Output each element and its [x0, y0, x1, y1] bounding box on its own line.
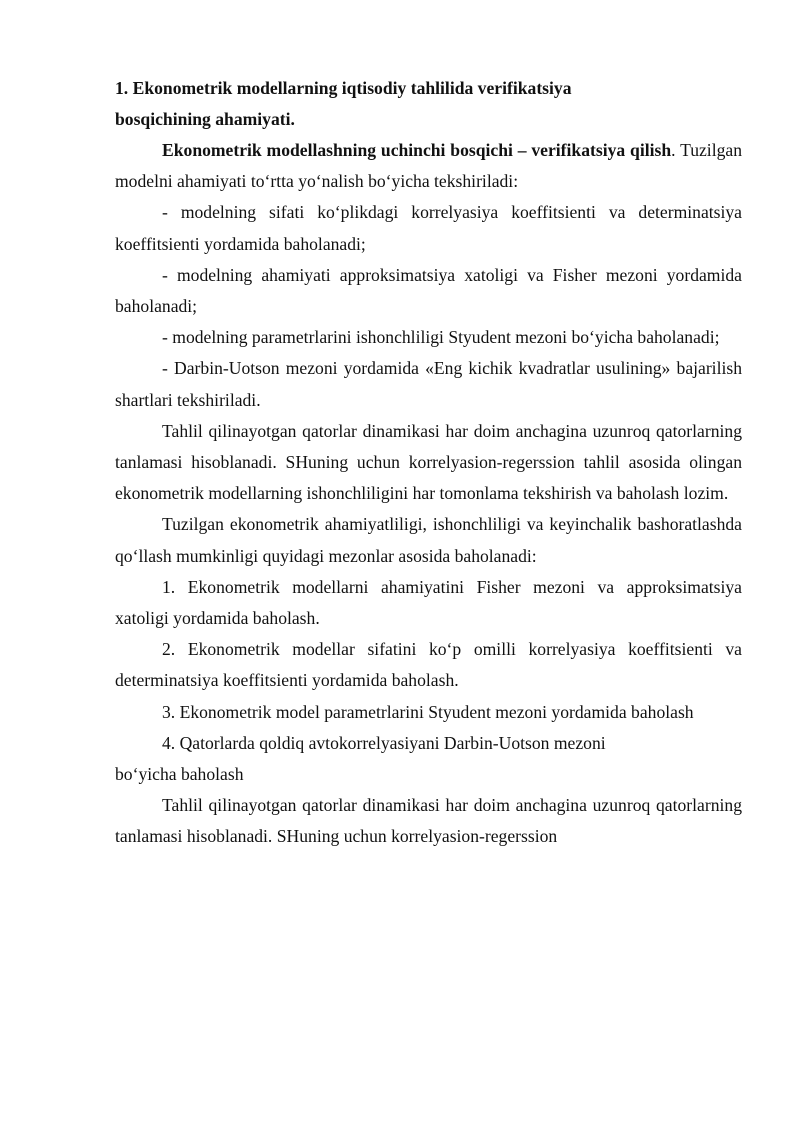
numbered-item: 3. Ekonometrik model parametrlarini Styudent mezoni yordamida baholash [162, 701, 694, 722]
intro-bold-text: Ekonometrik modellashning uchinchi bosqichi – verifikatsiya qilish [162, 140, 672, 160]
dash-item: - modelning parametrlarini ishonchliligi Styudent mezoni bo‘yicha baholanadi; [162, 327, 720, 348]
numbered-item-4-line1: 4. Qatorlarda qoldiq avtokorrelyasiyani Darbin-Uotson mezoni [162, 732, 606, 753]
section-heading: 1. Ekonometrik modellarning iqtisodiy tahlilida verifikatsiya bosqichining ahamiyati. [115, 78, 572, 129]
dash-item: - modelning ahamiyati approksimatsiya xatoligi va Fisher mezoni yordamida baholanadi; [115, 264, 742, 317]
dash-item: - Darbin-Uotson mezoni yordamida «Eng kichik kvadratlar usulining» bajarilish shartlari tekshiriladi. [115, 358, 742, 410]
body-paragraph: Tahlil qilinayotgan qatorlar dinamikasi har doim anchagina uzunroq qatorlarning tanlamasi hisoblanadi. SHuning uchun korrelyasion-regerssion tahlil asosida olingan ekonometrik modellarning ishonchliligini har tomonlama tekshirish va baholash lozim. [115, 420, 742, 504]
intro-paragraph [115, 135, 742, 197]
numbered-item: 2. Ekonometrik modellar sifatini ko‘p omilli korrelyasiya koeffitsienti va determinatsiya koeffitsienti yordamida baholash. [115, 639, 742, 691]
intro-rest-text: . Tuzilgan modelni ahamiyati to‘rtta yo‘nalish bo‘yicha tekshiriladi: [115, 140, 742, 192]
dash-item: - modelning sifati ko‘plikdagi korrelyasiya koeffitsienti va determinatsiya koeffitsienti yordamida baholanadi; [115, 202, 742, 254]
body-paragraph: Tahlil qilinayotgan qatorlar dinamikasi har doim anchagina uzunroq qatorlarning tanlamasi hisoblanadi. SHuning uchun korrelyasion-regerssion [115, 795, 742, 847]
body-paragraph: Tuzilgan ekonometrik ahamiyatliligi, ishonchliligi va keyinchalik bashoratlashda qo‘llash mumkinligi quyidagi mezonlar asosida baholanadi: [115, 514, 742, 566]
numbered-item: 1. Ekonometrik modellarni ahamiyatini Fisher mezoni va approksimatsiya xatoligi yordamida baholash. [115, 576, 742, 629]
numbered-item-4-line2: bo‘yicha baholash [115, 764, 244, 785]
